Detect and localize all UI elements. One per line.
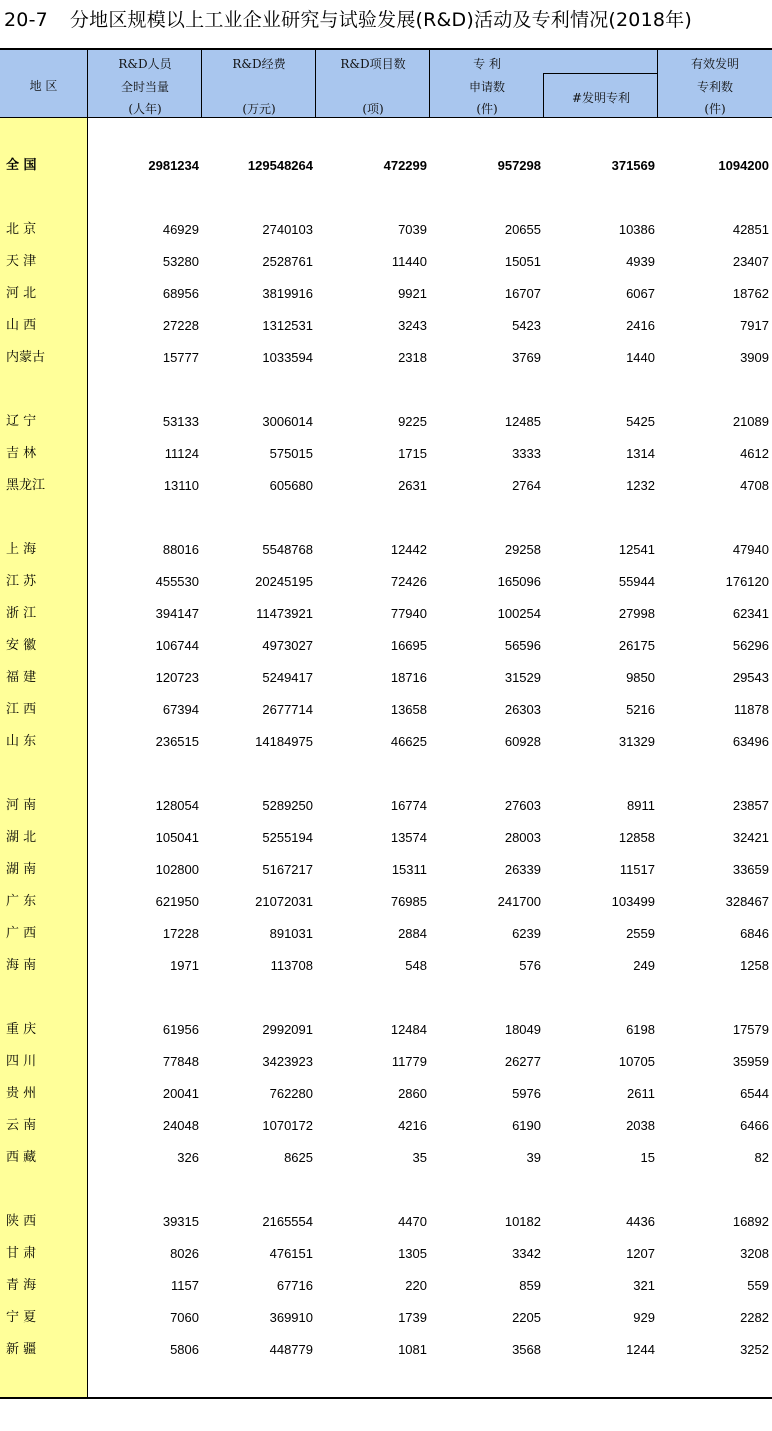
header-applications: 申请数 [468,80,505,94]
table-cell: 3333 [512,446,541,461]
table-cell: 4612 [740,446,769,461]
header-personnel-unit: (人年) [128,102,162,116]
table-cell: 8026 [170,1246,199,1261]
table-row [0,891,772,913]
table-cell: 4939 [626,254,655,269]
region-column-background [0,118,87,1398]
table-cell: 1094200 [718,158,769,173]
table-cell: 21072031 [255,894,313,909]
table-cell: 67394 [162,702,199,717]
table-cell: 3769 [512,350,541,365]
table-cell: 476151 [269,1246,313,1261]
header-invention: #发明专利 [571,91,631,105]
table-cell: 10386 [618,222,655,237]
region-name: 内蒙古 [6,350,46,365]
table-row [0,283,772,305]
table-cell: 20655 [504,222,541,237]
table-cell: 16774 [390,798,427,813]
header-projects-unit: (项) [362,102,384,116]
table-cell: 46625 [390,734,427,749]
header-divider [657,50,658,118]
table-cell: 1440 [626,350,655,365]
table-cell: 5167217 [262,862,313,877]
table-cell: 3006014 [262,414,313,429]
region-name: 四 川 [6,1054,37,1069]
region-name: 天 津 [6,254,37,269]
table-cell: 321 [633,1278,655,1293]
table-cell: 6544 [740,1086,769,1101]
national-total-row [0,155,772,177]
region-name: 湖 北 [6,830,37,845]
table-cell: 5255194 [262,830,313,845]
table-row [0,219,772,241]
table-row [0,1083,772,1105]
table-cell: 35 [412,1150,427,1165]
region-name: 黑龙江 [6,478,46,493]
table-cell: 6846 [740,926,769,941]
header-bottom-rule [0,117,772,118]
table-row [0,667,772,689]
table-cell: 1081 [398,1342,427,1357]
table-cell: 105041 [155,830,199,845]
table-cell: 33659 [732,862,769,877]
table-row [0,411,772,433]
table-cell: 32421 [732,830,769,845]
table-cell: 53280 [162,254,199,269]
table-row [0,475,772,497]
region-name: 广 西 [6,926,37,941]
table-cell: 1258 [740,958,769,973]
table-cell: 26339 [504,862,541,877]
table-cell: 82 [754,1150,769,1165]
table-cell: 7060 [170,1310,199,1325]
table-cell: 6466 [740,1118,769,1133]
table-cell: 35959 [732,1054,769,1069]
table-cell: 23857 [732,798,769,813]
table-row [0,1307,772,1329]
region-name: 江 西 [6,702,37,717]
table-cell: 12541 [618,542,655,557]
region-name: 安 徽 [6,638,37,653]
table-row [0,1243,772,1265]
table-cell: 220 [405,1278,427,1293]
table-row [0,251,772,273]
table-cell: 1971 [170,958,199,973]
header-valid-line2: 专利数 [696,80,733,94]
table-cell: 3423923 [262,1054,313,1069]
header-expenditure: R&D经费 [232,57,286,71]
table-cell: 31329 [618,734,655,749]
table-header [0,50,772,118]
table-cell: 2282 [740,1310,769,1325]
table-cell: 559 [747,1278,769,1293]
table-cell: 46929 [162,222,199,237]
table-cell: 328467 [725,894,769,909]
table-cell: 3342 [512,1246,541,1261]
table-cell: 3208 [740,1246,769,1261]
table-cell: 371569 [611,158,655,173]
table-cell: 1715 [398,446,427,461]
table-cell: 14184975 [255,734,313,749]
table-cell: 326 [177,1150,199,1165]
table-cell: 31529 [504,670,541,685]
table-cell: 7039 [398,222,427,237]
table-cell: 2038 [626,1118,655,1133]
table-cell: 77940 [390,606,427,621]
header-projects: R&D项目数 [340,57,406,71]
table-cell: 12858 [618,830,655,845]
table-cell: 1312531 [262,318,313,333]
header-expenditure-unit: (万元) [242,102,276,116]
table-row [0,1019,772,1041]
table-cell: 27603 [504,798,541,813]
region-name: 重 庆 [6,1022,37,1037]
table-cell: 6190 [512,1118,541,1133]
table-cell: 26175 [618,638,655,653]
table-cell: 1739 [398,1310,427,1325]
table-cell: 859 [519,1278,541,1293]
table-cell: 4973027 [262,638,313,653]
table-cell: 16892 [732,1214,769,1229]
header-valid-line1: 有效发明 [690,57,739,71]
table-cell: 55944 [618,574,655,589]
table-cell: 13658 [390,702,427,717]
table-cell: 8911 [627,798,655,813]
table-cell: 1232 [626,478,655,493]
table-cell: 12485 [504,414,541,429]
region-name: 海 南 [6,958,37,973]
table-row [0,827,772,849]
table-cell: 957298 [497,158,541,173]
table-cell: 3909 [740,350,769,365]
table-cell: 28003 [504,830,541,845]
table-cell: 39315 [162,1214,199,1229]
table-cell: 72426 [390,574,427,589]
table-cell: 61956 [162,1022,199,1037]
table-cell: 369910 [269,1310,313,1325]
table-cell: 62341 [732,606,769,621]
region-name: 西 藏 [6,1150,37,1165]
table-cell: 1070172 [262,1118,313,1133]
table-cell: 621950 [155,894,199,909]
table-cell: 11779 [391,1054,427,1069]
table-cell: 1305 [398,1246,427,1261]
table-cell: 42851 [732,222,769,237]
table-cell: 29258 [504,542,541,557]
table-cell: 11473921 [256,606,313,621]
table-cell: 113708 [270,958,313,973]
header-region: 地 区 [29,79,58,93]
bottom-rule [0,1397,772,1399]
table-cell: 2165554 [262,1214,313,1229]
table-cell: 12442 [390,542,427,557]
table-cell: 4470 [398,1214,427,1229]
table-cell: 2764 [512,478,541,493]
table-row [0,635,772,657]
table-cell: 11517 [619,862,655,877]
table-cell: 128054 [155,798,199,813]
region-name: 河 南 [6,798,37,813]
table-cell: 2992091 [262,1022,313,1037]
table-number: 20-7 [4,9,48,31]
table-cell: 23407 [732,254,769,269]
table-cell: 9921 [398,286,427,301]
region-name: 全 国 [6,158,37,173]
header-divider [429,50,430,118]
table-cell: 11440 [391,254,427,269]
table-cell: 472299 [383,158,427,173]
table-cell: 56296 [732,638,769,653]
header-patents: 专 利 [473,57,501,71]
region-name: 湖 南 [6,862,37,877]
table-cell: 10182 [504,1214,541,1229]
table-cell: 6198 [626,1022,655,1037]
table-cell: 5249417 [262,670,313,685]
table-cell: 103499 [611,894,655,909]
table-cell: 102800 [155,862,199,877]
table-row [0,699,772,721]
table-cell: 2631 [398,478,427,493]
header-divider [87,50,88,118]
region-name: 广 东 [6,894,37,909]
table-cell: 891031 [269,926,313,941]
table-cell: 7917 [740,318,769,333]
table-cell: 3243 [398,318,427,333]
table-row [0,859,772,881]
table-cell: 1157 [171,1278,199,1293]
table-cell: 24048 [162,1118,199,1133]
table-cell: 3568 [512,1342,541,1357]
table-cell: 448779 [269,1342,313,1357]
region-name: 吉 林 [6,446,37,461]
table-cell: 12484 [390,1022,427,1037]
region-column-divider [87,118,88,1398]
region-name: 上 海 [6,542,37,557]
table-cell: 16695 [390,638,427,653]
region-name: 福 建 [6,670,37,685]
table-cell: 20041 [162,1086,199,1101]
table-cell: 77848 [162,1054,199,1069]
table-cell: 2981234 [148,158,199,173]
table-cell: 2205 [512,1310,541,1325]
table-cell: 11124 [164,446,199,461]
table-cell: 8625 [284,1150,313,1165]
table-cell: 605680 [269,478,313,493]
table-cell: 576 [519,958,541,973]
region-name: 河 北 [6,286,37,301]
table-row [0,795,772,817]
table-row [0,539,772,561]
table-cell: 20245195 [255,574,313,589]
region-name: 陕 西 [6,1214,37,1229]
header-divider [544,73,657,74]
region-name: 浙 江 [6,606,37,621]
table-cell: 241700 [497,894,541,909]
table-cell: 15311 [391,862,427,877]
region-name: 云 南 [6,1118,37,1133]
table-cell: 2884 [398,926,427,941]
table-cell: 3819916 [262,286,313,301]
table-cell: 21089 [732,414,769,429]
table-cell: 176120 [725,574,769,589]
table-cell: 11878 [733,702,769,717]
table-row [0,571,772,593]
region-name: 辽 宁 [6,414,37,429]
table-cell: 106744 [155,638,199,653]
region-name: 青 海 [6,1278,37,1293]
table-cell: 548 [405,958,427,973]
region-name: 北 京 [6,222,37,237]
table-cell: 5216 [626,702,655,717]
table-cell: 26303 [504,702,541,717]
table-cell: 47940 [732,542,769,557]
table-cell: 88016 [162,542,199,557]
header-divider [543,73,544,118]
table-cell: 15777 [162,350,199,365]
header-personnel-line1: R&D人员 [118,57,172,71]
table-title-text: 分地区规模以上工业企业研究与试验发展(R&D)活动及专利情况(2018年) [69,9,692,31]
table-cell: 5976 [512,1086,541,1101]
table-cell: 2740103 [262,222,313,237]
table-cell: 762280 [269,1086,313,1101]
table-cell: 4436 [626,1214,655,1229]
table-row [0,955,772,977]
table-cell: 17228 [162,926,199,941]
header-divider [201,50,202,118]
table-cell: 100254 [497,606,541,621]
table-cell: 16707 [504,286,541,301]
table-title [4,4,692,36]
table-cell: 10705 [618,1054,655,1069]
header-personnel-line2: 全时当量 [120,80,169,94]
table-cell: 2559 [626,926,655,941]
table-cell: 26277 [504,1054,541,1069]
table-cell: 1314 [626,446,655,461]
table-row [0,923,772,945]
table-row [0,1115,772,1137]
header-applications-unit: (件) [476,102,498,116]
table-cell: 5548768 [262,542,313,557]
table-cell: 17579 [732,1022,769,1037]
table-cell: 455530 [155,574,199,589]
table-cell: 15051 [504,254,541,269]
table-row [0,1275,772,1297]
table-row [0,315,772,337]
region-name: 贵 州 [6,1086,37,1101]
table-cell: 29543 [732,670,769,685]
region-name: 山 西 [6,318,37,333]
table-cell: 2416 [626,318,655,333]
region-name: 新 疆 [6,1342,37,1357]
table-cell: 120723 [155,670,199,685]
table-row [0,1051,772,1073]
table-cell: 9225 [398,414,427,429]
table-cell: 2611 [627,1086,655,1101]
table-cell: 18716 [390,670,427,685]
table-cell: 18049 [504,1022,541,1037]
table-cell: 5425 [626,414,655,429]
region-name: 山 东 [6,734,37,749]
header-divider [315,50,316,118]
table-cell: 9850 [626,670,655,685]
table-row [0,443,772,465]
table-cell: 27228 [162,318,199,333]
table-row [0,1147,772,1169]
table-cell: 3252 [740,1342,769,1357]
table-cell: 63496 [732,734,769,749]
table-cell: 68956 [162,286,199,301]
table-cell: 4708 [740,478,769,493]
table-cell: 39 [526,1150,541,1165]
table-cell: 18762 [732,286,769,301]
table-cell: 165096 [497,574,541,589]
table-cell: 929 [633,1310,655,1325]
table-cell: 2528761 [262,254,313,269]
table-cell: 13110 [163,478,199,493]
table-cell: 53133 [162,414,199,429]
table-cell: 13574 [390,830,427,845]
table-cell: 1033594 [262,350,313,365]
table-cell: 236515 [155,734,199,749]
header-valid-unit: (件) [704,102,726,116]
region-name: 江 苏 [6,574,37,589]
table-cell: 1207 [626,1246,655,1261]
table-row [0,1339,772,1361]
table-row [0,1211,772,1233]
table-cell: 56596 [504,638,541,653]
region-name: 甘 肃 [6,1246,37,1261]
table-cell: 1244 [626,1342,655,1357]
table-cell: 249 [633,958,655,973]
table-cell: 2677714 [262,702,313,717]
table-row [0,731,772,753]
table-cell: 27998 [618,606,655,621]
table-cell: 60928 [504,734,541,749]
table-cell: 76985 [390,894,427,909]
table-cell: 15 [640,1150,655,1165]
table-cell: 6239 [512,926,541,941]
table-cell: 5806 [170,1342,199,1357]
table-cell: 5423 [512,318,541,333]
table-cell: 6067 [626,286,655,301]
region-name: 宁 夏 [6,1310,37,1325]
table-cell: 129548264 [247,158,313,173]
table-cell: 394147 [155,606,199,621]
table-cell: 67716 [276,1278,313,1293]
table-row [0,603,772,625]
table-cell: 575015 [269,446,313,461]
table-cell: 5289250 [262,798,313,813]
table-cell: 2860 [398,1086,427,1101]
table-cell: 4216 [398,1118,427,1133]
table-row [0,347,772,369]
table-cell: 2318 [398,350,427,365]
